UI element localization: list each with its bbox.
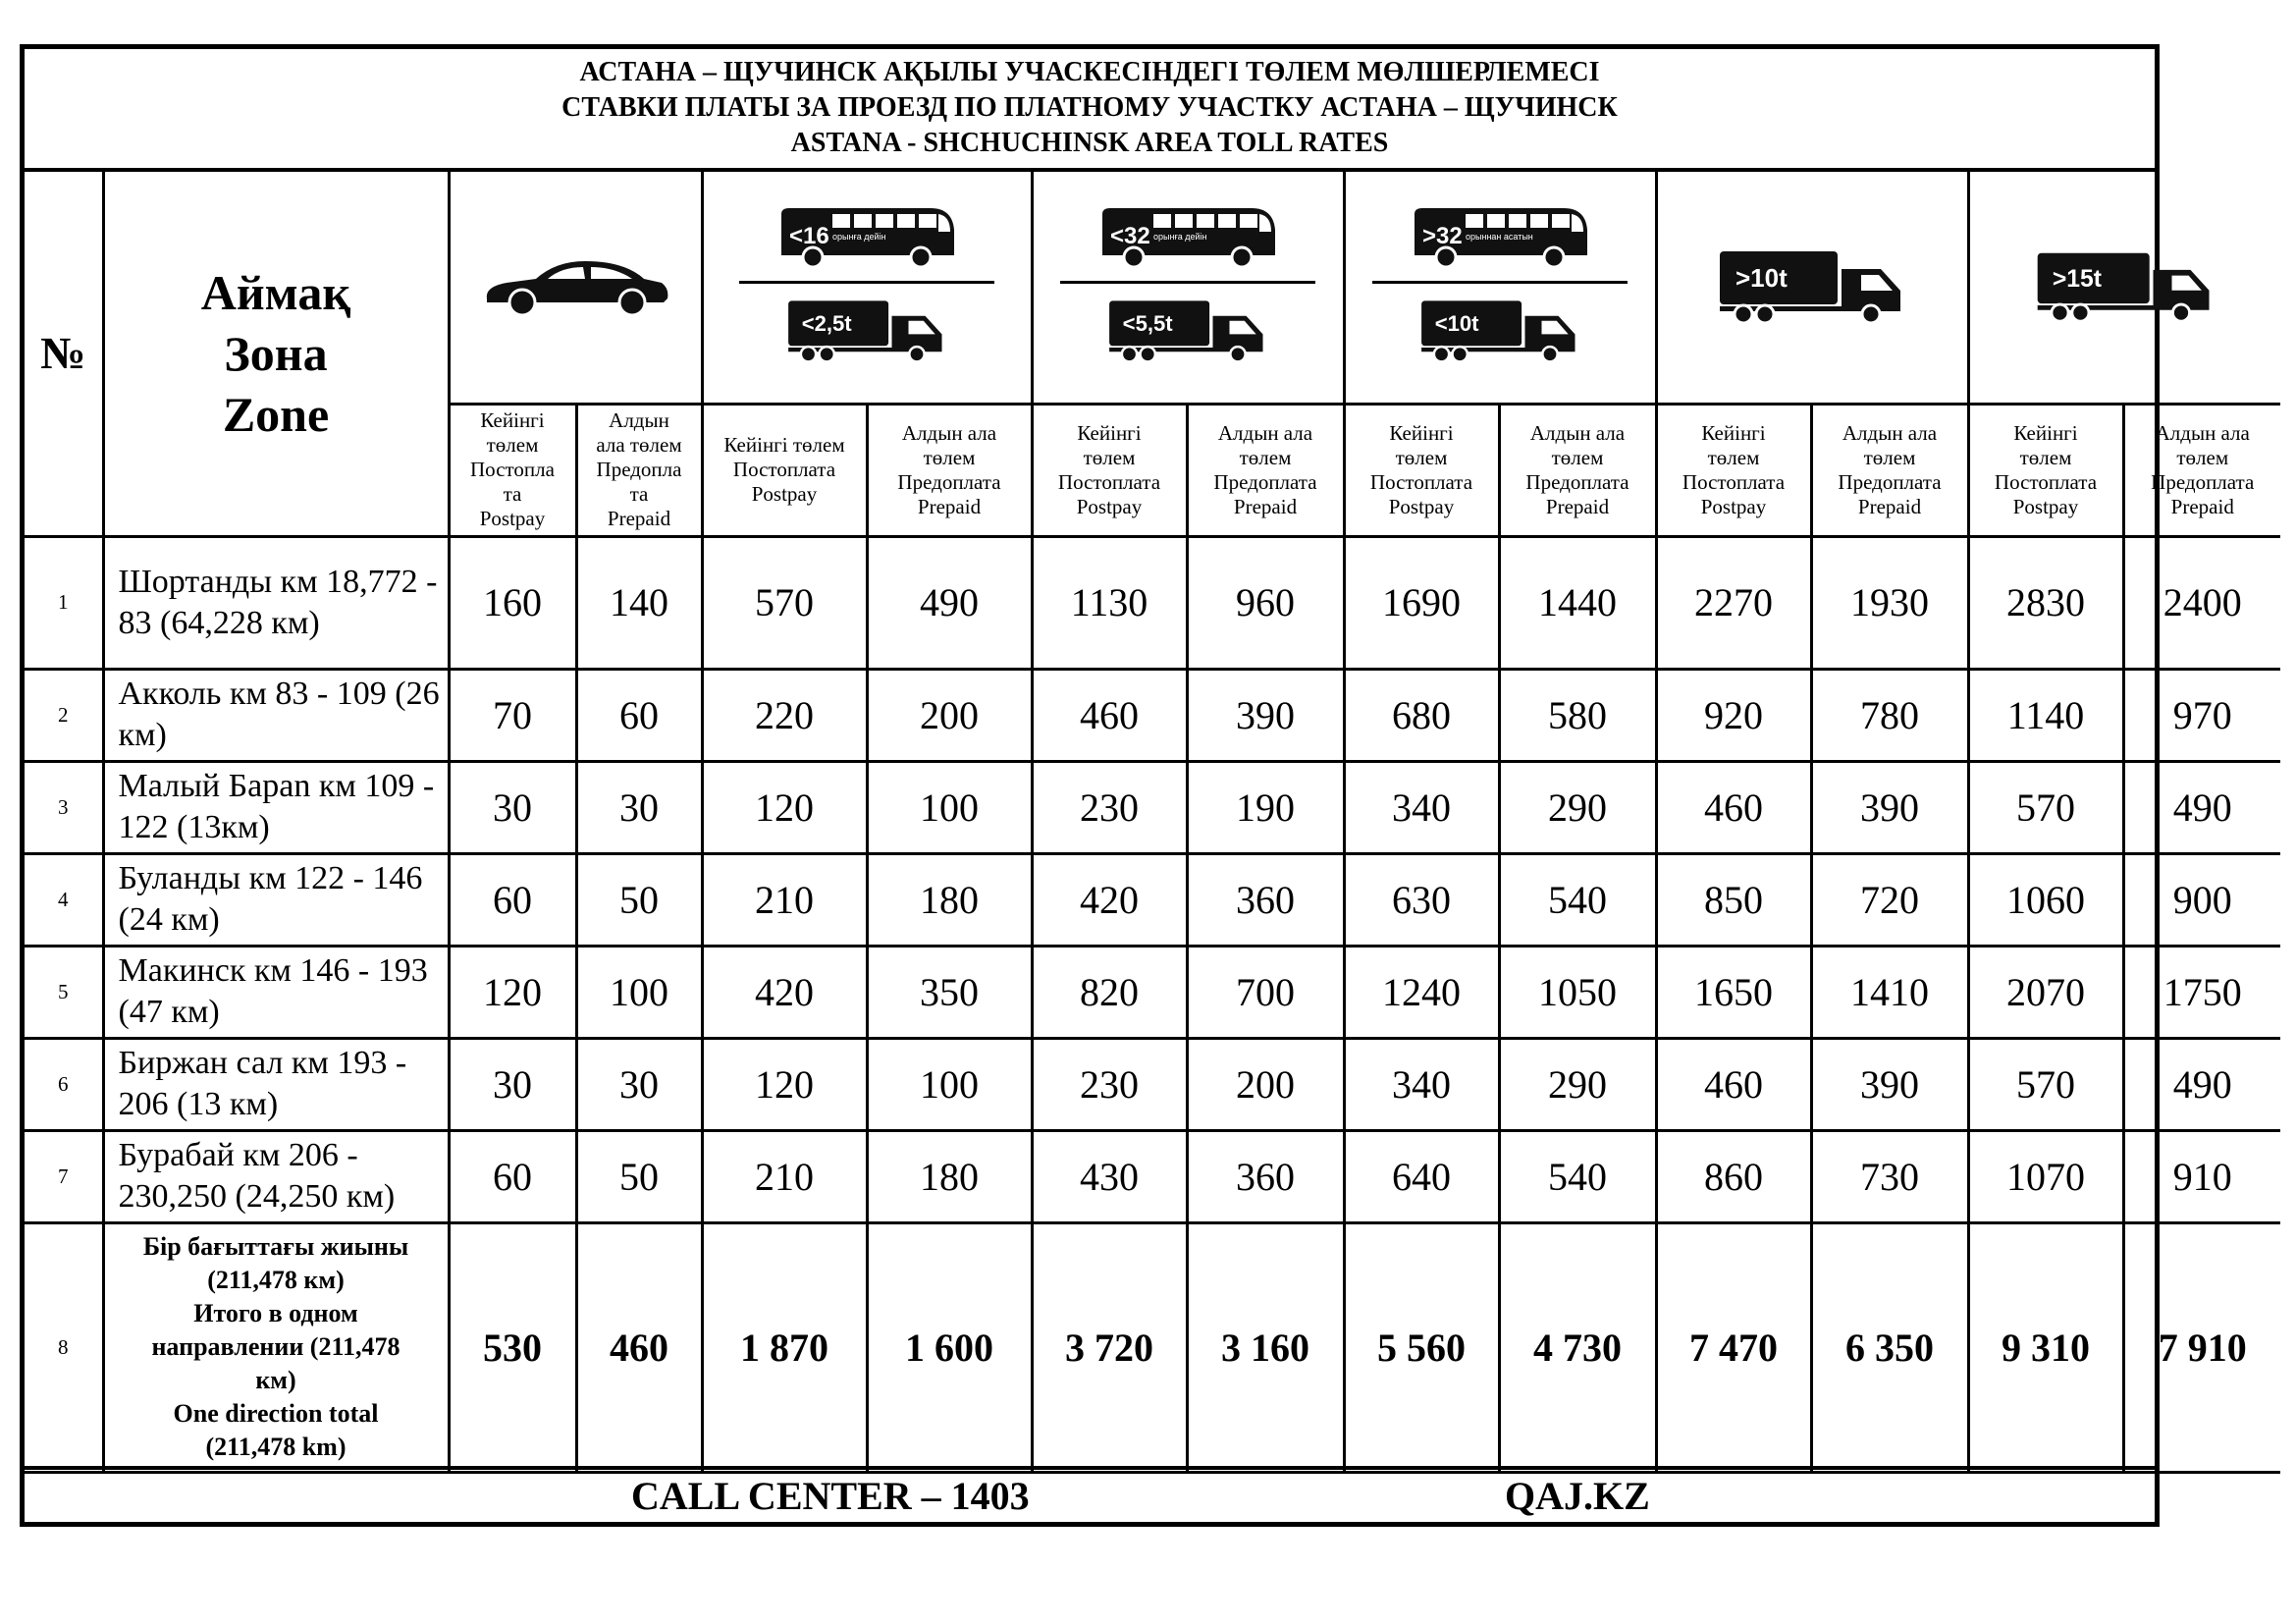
- rate-cell: 210: [702, 1130, 867, 1222]
- subheader-line: Prepaid: [1857, 494, 1922, 518]
- subheader-line: Предоплата: [1838, 469, 1942, 494]
- rate-cell: 490: [867, 536, 1032, 669]
- rate-cell: 360: [1187, 853, 1344, 946]
- vehicle-class-5: [1656, 172, 1968, 404]
- rate-cell: 190: [1187, 761, 1344, 853]
- postpay-header: [1968, 404, 2123, 536]
- website: QAJ.KZ: [1505, 1474, 1650, 1518]
- rate-cell: 2400: [2123, 536, 2280, 669]
- subheader-line: Предопла: [596, 458, 682, 481]
- rate-cell: 290: [1499, 1038, 1656, 1130]
- rate-cell: 460: [1656, 761, 1811, 853]
- subheader-line: төлем: [1551, 445, 1604, 469]
- subheader-line: Postpay: [751, 482, 818, 506]
- row-number: 7: [25, 1130, 103, 1222]
- rate-cell: 1130: [1032, 536, 1187, 669]
- subheader-line: Постоплата: [1057, 469, 1161, 494]
- row-number: 2: [25, 669, 103, 761]
- rate-cell: 340: [1344, 1038, 1499, 1130]
- number-header: №: [25, 172, 103, 536]
- total-cell: 530: [449, 1222, 576, 1472]
- rate-cell: 580: [1499, 669, 1656, 761]
- rate-cell: 220: [702, 669, 867, 761]
- total-cell: 4 730: [1499, 1222, 1656, 1472]
- rate-cell: 200: [1187, 1038, 1344, 1130]
- rate-cell: 2070: [1968, 946, 2123, 1038]
- rate-cell: 1060: [1968, 853, 2123, 946]
- rate-cell: 100: [867, 1038, 1032, 1130]
- total-label-line: (211,478 km): [205, 1433, 347, 1461]
- car-icon: [477, 247, 673, 326]
- icon-separator: [1372, 281, 1628, 284]
- rate-cell: 970: [2123, 669, 2280, 761]
- subheader-line: Кейінгі: [2013, 420, 2078, 445]
- rate-cell: 30: [576, 1038, 702, 1130]
- zone-name: Малый Бараn км 109 - 122 (13км): [103, 761, 449, 853]
- rate-cell: 1140: [1968, 669, 2123, 761]
- subheader-line: Кейінгі төлем: [723, 433, 845, 457]
- subheader-line: Prepaid: [1545, 494, 1610, 518]
- rate-cell: 460: [1656, 1038, 1811, 1130]
- bus-capacity-note: орынға дейін: [832, 231, 886, 242]
- toll-rates-table: [25, 172, 2280, 1474]
- rate-cell: 420: [702, 946, 867, 1038]
- total-cell: 3 720: [1032, 1222, 1187, 1472]
- rate-cell: 210: [702, 853, 867, 946]
- subheader-line: Алдын ала: [1529, 420, 1626, 445]
- bus-capacity-label: <32: [1110, 222, 1150, 249]
- total-cell: 1 600: [867, 1222, 1032, 1472]
- postpay-header: [449, 404, 576, 536]
- subheader-line: Кейінгі: [1077, 420, 1142, 445]
- subheader-line: төлем: [1863, 445, 1916, 469]
- rate-cell: 700: [1187, 946, 1344, 1038]
- truck-icon: [783, 292, 950, 370]
- total-cell: 460: [576, 1222, 702, 1472]
- subheader-line: Предоплата: [897, 469, 1001, 494]
- sheet-title: [25, 49, 2155, 172]
- truck-icon: [1416, 292, 1583, 370]
- bus-capacity-note: орыннан асатын: [1466, 231, 1533, 242]
- vehicle-class-3: [1032, 172, 1344, 404]
- total-label-line: Бір бағыттағы жиыны: [142, 1232, 409, 1261]
- subheader-line: Postpay: [1076, 494, 1143, 518]
- subheader-line: Prepaid: [607, 507, 671, 530]
- row-number: 3: [25, 761, 103, 853]
- rate-cell: 490: [2123, 1038, 2280, 1130]
- rate-cell: 120: [702, 761, 867, 853]
- rate-cell: 180: [867, 1130, 1032, 1222]
- total-row: [25, 1222, 2280, 1472]
- vehicle-class-4: [1344, 172, 1656, 404]
- rate-cell: 730: [1811, 1130, 1968, 1222]
- title-kz: АСТАНА – ЩУЧИНСК АҚЫЛЫ УЧАСКЕСІНДЕГІ ТӨЛЕМ МӨЛШЕРЛЕМЕСІ: [579, 57, 1600, 87]
- subheader-line: төлем: [2176, 445, 2229, 469]
- vehicle-class-2: [702, 172, 1032, 404]
- rate-cell: 60: [449, 853, 576, 946]
- table-row: [25, 946, 2280, 1038]
- subheader-line: Postpay: [1388, 494, 1455, 518]
- rate-cell: 910: [2123, 1130, 2280, 1222]
- rate-cell: 960: [1187, 536, 1344, 669]
- subheader-line: Кейінгі: [1701, 420, 1766, 445]
- rate-cell: 350: [867, 946, 1032, 1038]
- subheader-line: Постопла: [470, 458, 555, 481]
- total-label-line: Итого в одном: [193, 1299, 358, 1327]
- rate-cell: 900: [2123, 853, 2280, 946]
- total-label-line: (211,478 км): [207, 1266, 345, 1294]
- rate-cell: 850: [1656, 853, 1811, 946]
- postpay-header: [1344, 404, 1499, 536]
- subheader-line: та: [503, 482, 522, 506]
- rate-cell: 290: [1499, 761, 1656, 853]
- rate-cell: 490: [2123, 761, 2280, 853]
- vehicle-class-6: [1968, 172, 2280, 404]
- total-cell: 6 350: [1811, 1222, 1968, 1472]
- subheader-line: ала төлем: [596, 433, 682, 457]
- subheader-line: Кейінгі: [480, 408, 545, 432]
- row-number: 4: [25, 853, 103, 946]
- subheader-line: төлем: [486, 433, 539, 457]
- zone-header-ru: Зона: [224, 325, 328, 381]
- rate-cell: 1690: [1344, 536, 1499, 669]
- rate-cell: 1650: [1656, 946, 1811, 1038]
- truck-icon: [1104, 292, 1271, 370]
- table-row: [25, 669, 2280, 761]
- table-row: [25, 1038, 2280, 1130]
- zone-name: Макинск км 146 - 193 (47 км): [103, 946, 449, 1038]
- rate-cell: 570: [702, 536, 867, 669]
- truck-icon: [2032, 247, 2218, 326]
- subheader-line: Prepaid: [2170, 494, 2234, 518]
- row-number: 5: [25, 946, 103, 1038]
- rate-cell: 1750: [2123, 946, 2280, 1038]
- bus-icon: [1095, 204, 1281, 273]
- rate-cell: 60: [576, 669, 702, 761]
- table-row: [25, 1130, 2280, 1222]
- subheader-line: төлем: [1395, 445, 1448, 469]
- footer: [25, 1466, 2155, 1522]
- rate-cell: 820: [1032, 946, 1187, 1038]
- subheader-line: Алдын ала: [1842, 420, 1938, 445]
- subheader-line: Постоплата: [732, 458, 836, 481]
- bus-icon: [1407, 204, 1593, 273]
- total-label-line: км): [255, 1366, 296, 1394]
- subheader-line: Кейінгі: [1389, 420, 1454, 445]
- subheader-line: Постоплата: [1682, 469, 1786, 494]
- rate-cell: 540: [1499, 853, 1656, 946]
- total-label-line: направлении (211,478: [151, 1332, 400, 1361]
- total-cell: 7 910: [2123, 1222, 2280, 1472]
- rate-cell: 100: [867, 761, 1032, 853]
- row-number: 8: [25, 1222, 103, 1472]
- prepaid-header: [1499, 404, 1656, 536]
- subheader-line: төлем: [1083, 445, 1136, 469]
- rate-cell: 30: [576, 761, 702, 853]
- zone-name: Биржан сал км 193 - 206 (13 км): [103, 1038, 449, 1130]
- rate-cell: 30: [449, 761, 576, 853]
- subheader-line: Постоплата: [1994, 469, 2098, 494]
- bus-capacity-label: <16: [789, 222, 829, 249]
- subheader-line: Предоплата: [1525, 469, 1629, 494]
- rate-cell: 2270: [1656, 536, 1811, 669]
- rate-cell: 1070: [1968, 1130, 2123, 1222]
- table-row: [25, 761, 2280, 853]
- rate-cell: 460: [1032, 669, 1187, 761]
- total-cell: 1 870: [702, 1222, 867, 1472]
- prepaid-header: [867, 404, 1032, 536]
- rate-cell: 100: [576, 946, 702, 1038]
- subheader-line: төлем: [1239, 445, 1292, 469]
- subheader-line: төлем: [923, 445, 976, 469]
- subheader-line: төлем: [1707, 445, 1760, 469]
- rate-cell: 200: [867, 669, 1032, 761]
- row-number: 6: [25, 1038, 103, 1130]
- total-label-line: One direction total: [173, 1399, 379, 1428]
- rate-cell: 360: [1187, 1130, 1344, 1222]
- zone-name: Бурабай км 206 - 230,250 (24,250 км): [103, 1130, 449, 1222]
- rate-cell: 920: [1656, 669, 1811, 761]
- subheader-line: Prepaid: [1233, 494, 1298, 518]
- rate-cell: 1930: [1811, 536, 1968, 669]
- title-en: ASTANA - SHCHUCHINSK AREA TOLL RATES: [790, 128, 1389, 158]
- rate-cell: 230: [1032, 1038, 1187, 1130]
- subheader-line: Алдын ала: [1217, 420, 1313, 445]
- prepaid-header: [1811, 404, 1968, 536]
- row-number: 1: [25, 536, 103, 669]
- truck-weight-label: <10t: [1434, 310, 1479, 336]
- rate-cell: 860: [1656, 1130, 1811, 1222]
- bus-capacity-label: >32: [1422, 222, 1463, 249]
- toll-rate-sheet: [20, 44, 2255, 1527]
- subheader-line: Postpay: [1700, 494, 1767, 518]
- total-label: [103, 1222, 449, 1472]
- subheader-line: Алдын ала: [901, 420, 997, 445]
- rate-cell: 60: [449, 1130, 576, 1222]
- rate-cell: 140: [576, 536, 702, 669]
- rate-cell: 1410: [1811, 946, 1968, 1038]
- icon-separator: [739, 281, 994, 284]
- rate-cell: 720: [1811, 853, 1968, 946]
- total-cell: 7 470: [1656, 1222, 1811, 1472]
- rate-cell: 630: [1344, 853, 1499, 946]
- zone-header-en: Zone: [222, 386, 330, 442]
- postpay-header: [702, 404, 867, 536]
- subheader-line: Предоплата: [1213, 469, 1317, 494]
- subheader-line: Алдын ала: [2155, 420, 2250, 445]
- rate-cell: 1050: [1499, 946, 1656, 1038]
- rate-cell: 340: [1344, 761, 1499, 853]
- rate-cell: 120: [449, 946, 576, 1038]
- subheader-line: Алдын: [609, 408, 669, 432]
- table-row: [25, 853, 2280, 946]
- rate-cell: 570: [1968, 1038, 2123, 1130]
- rate-cell: 390: [1811, 1038, 1968, 1130]
- prepaid-header: [1187, 404, 1344, 536]
- rate-cell: 420: [1032, 853, 1187, 946]
- call-center: CALL CENTER – 1403: [631, 1474, 1030, 1518]
- total-cell: 5 560: [1344, 1222, 1499, 1472]
- truck-icon: [1714, 247, 1910, 326]
- bus-icon: [774, 204, 960, 273]
- total-cell: 9 310: [1968, 1222, 2123, 1472]
- rate-cell: 70: [449, 669, 576, 761]
- rate-cell: 680: [1344, 669, 1499, 761]
- rate-cell: 2830: [1968, 536, 2123, 669]
- zone-header: [103, 172, 449, 536]
- total-cell: 3 160: [1187, 1222, 1344, 1472]
- prepaid-header: [2123, 404, 2280, 536]
- zone-name: Шортанды км 18,772 - 83 (64,228 км): [103, 536, 449, 669]
- rate-cell: 30: [449, 1038, 576, 1130]
- rate-cell: 390: [1811, 761, 1968, 853]
- rate-cell: 540: [1499, 1130, 1656, 1222]
- title-ru: СТАВКИ ПЛАТЫ ЗА ПРОЕЗД ПО ПЛАТНОМУ УЧАСТКУ АСТАНА – ЩУЧИНСК: [561, 92, 1618, 123]
- postpay-header: [1032, 404, 1187, 536]
- prepaid-header: [576, 404, 702, 536]
- bus-capacity-note: орынға дейін: [1153, 231, 1207, 242]
- rate-cell: 180: [867, 853, 1032, 946]
- truck-weight-label: >10t: [1735, 263, 1788, 294]
- subheader-line: төлем: [2019, 445, 2072, 469]
- zone-name: Акколь км 83 - 109 (26 км): [103, 669, 449, 761]
- rate-cell: 570: [1968, 761, 2123, 853]
- rate-cell: 1440: [1499, 536, 1656, 669]
- vehicle-class-car: [449, 172, 702, 404]
- rate-cell: 50: [576, 1130, 702, 1222]
- table-row: [25, 536, 2280, 669]
- subheader-line: та: [629, 482, 649, 506]
- subheader-line: Postpay: [479, 507, 546, 530]
- rate-cell: 780: [1811, 669, 1968, 761]
- zone-header-kz: Аймақ: [200, 264, 351, 320]
- subheader-line: Postpay: [2012, 494, 2079, 518]
- icon-separator: [1060, 281, 1315, 284]
- rate-cell: 50: [576, 853, 702, 946]
- rate-cell: 230: [1032, 761, 1187, 853]
- rate-cell: 1240: [1344, 946, 1499, 1038]
- rate-cell: 160: [449, 536, 576, 669]
- truck-weight-label: <2,5t: [801, 310, 852, 336]
- postpay-header: [1656, 404, 1811, 536]
- zone-name: Буланды км 122 - 146 (24 км): [103, 853, 449, 946]
- rate-cell: 390: [1187, 669, 1344, 761]
- rate-cell: 640: [1344, 1130, 1499, 1222]
- subheader-line: Постоплата: [1369, 469, 1473, 494]
- subheader-line: Предоплата: [2151, 469, 2255, 494]
- rate-cell: 430: [1032, 1130, 1187, 1222]
- truck-weight-label: <5,5t: [1122, 310, 1173, 336]
- subheader-line: Prepaid: [917, 494, 982, 518]
- truck-weight-label: >15t: [2052, 266, 2102, 294]
- rate-cell: 120: [702, 1038, 867, 1130]
